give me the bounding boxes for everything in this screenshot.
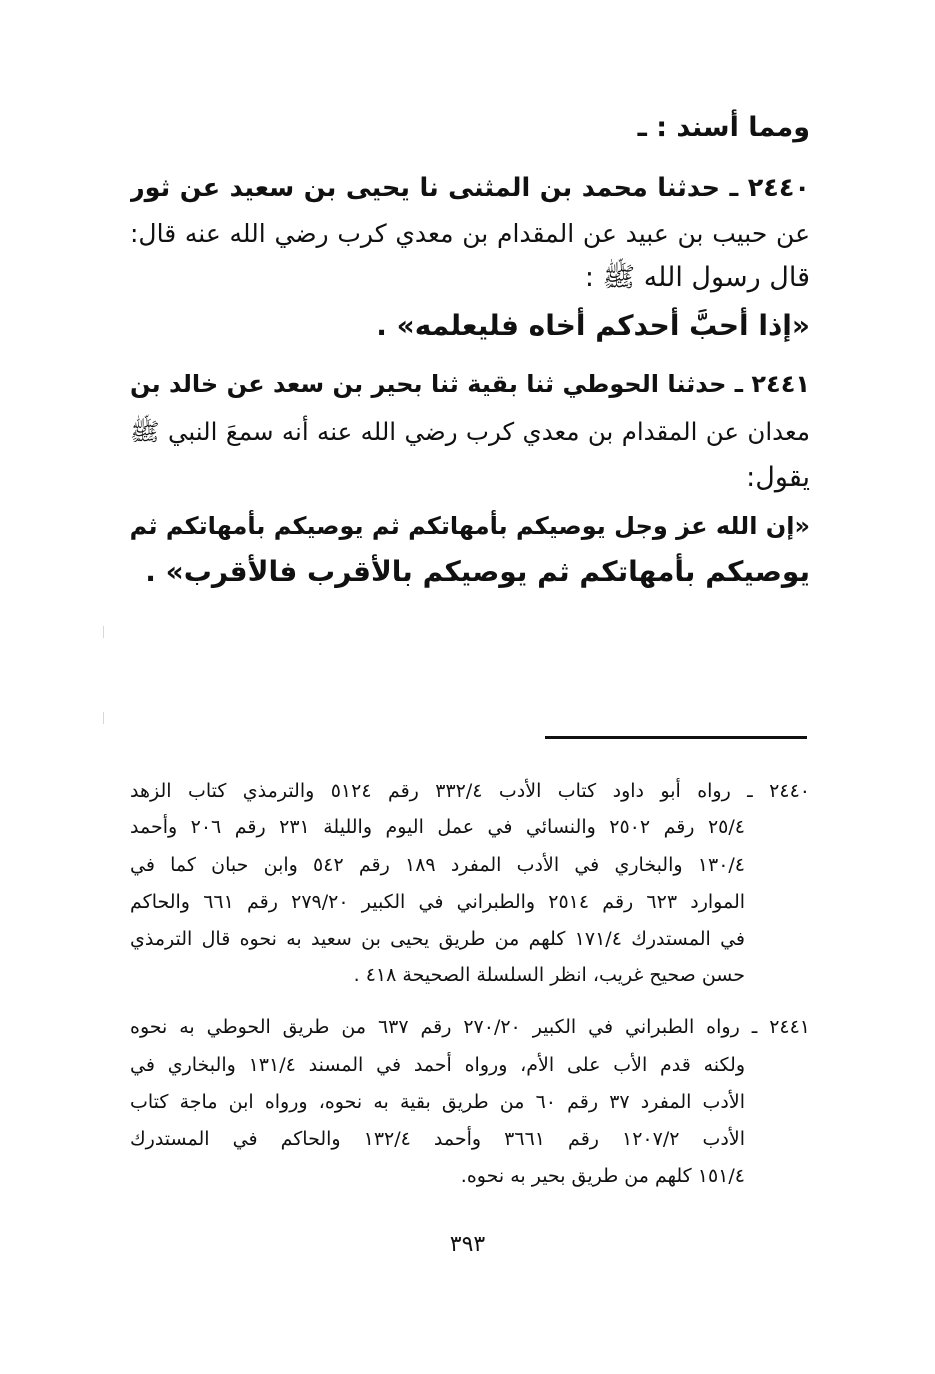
footnote-2440-line-1: ٢٤٤٠ ـ رواه أبو داود كتاب الأدب ٣٣٢/٤ رقم ٥١٢٤ والترمذي كتاب الزهد [130, 780, 810, 802]
hadith-2441-text-line-1: «إن الله عز وجل يوصيكم بأمهاتكم ثم يوصيكم بأمهاتكم ثم [130, 512, 810, 540]
section-heading: ومما أسند : ـ [637, 112, 810, 143]
footnote-2441-line-5: ١٥١/٤ كلهم من طريق بحير به نحوه. [460, 1165, 745, 1187]
footnote-2441-line-1: ٢٤٤١ ـ رواه الطبراني في الكبير ٢٧٠/٢٠ رقم ٦٣٧ من طريق الحوطي به نحوه [130, 1016, 810, 1038]
hadith-2441-text-line-2: يوصيكم بأمهاتكم ثم يوصيكم بالأقرب فالأقرب» . [145, 555, 810, 588]
hadith-2440-line-1: ٢٤٤٠ ـ حدثنا محمد بن المثنى نا يحيى بن سعيد عن ثور [130, 173, 810, 203]
footnote-2440-line-2: ٢٥/٤ رقم ٢٥٠٢ والنسائي في عمل اليوم والليلة ٢٣١ رقم ٢٠٦ وأحمد [130, 816, 745, 838]
footnote-2440-line-5: في المستدرك ١٧١/٤ كلهم من طريق يحيى بن سعيد به نحوه قال الترمذي [130, 928, 745, 950]
footnote-2440-line-6: حسن صحيح غريب، انظر السلسلة الصحيحة ٤١٨ . [353, 964, 745, 986]
footnote-2441-line-2: ولكنه قدم الأب على الأم، ورواه أحمد في المسند ١٣١/٤ والبخاري في [130, 1054, 745, 1076]
hadith-2440-text: «إذا أحبَّ أحدكم أخاه فليعلمه» . [376, 309, 810, 342]
footnote-2440-line-3: ١٣٠/٤ والبخاري في الأدب المفرد ١٨٩ رقم ٥٤٢ وابن حبان كما في [130, 854, 745, 876]
margin-mark [103, 712, 104, 724]
hadith-2440-line-2: عن حبيب بن عبيد عن المقدام بن معدي كرب رضي الله عنه قال: [130, 219, 810, 248]
margin-mark [103, 626, 104, 638]
hadith-2440-line-3: قال رسول الله ﷺ : [584, 262, 810, 293]
footnote-2441-line-4: الأدب ١٢٠٧/٢ رقم ٣٦٦١ وأحمد ١٣٢/٤ والحاكم في المستدرك [130, 1128, 745, 1150]
hadith-2441-line-1: ٢٤٤١ ـ حدثنا الحوطي ثنا بقية ثنا بحير بن سعد عن خالد بن [130, 370, 810, 398]
footnote-2441-line-3: الأدب المفرد ٣٧ رقم ٦٠ من طريق بقية به نحوه، ورواه ابن ماجة كتاب [130, 1091, 745, 1113]
footnote-2440-line-4: الموارد ٦٢٣ رقم ٢٥١٤ والطبراني في الكبير ٢٧٩/٢٠ رقم ٦٦١ والحاكم [130, 891, 745, 913]
page-number: ٣٩٣ [449, 1232, 486, 1257]
hadith-2441-line-3: يقول: [746, 462, 810, 493]
footnote-separator [545, 736, 807, 739]
hadith-2441-line-2: معدان عن المقدام بن معدي كرب رضي الله عنه أنه سمعَ النبي ﷺ [130, 417, 810, 446]
